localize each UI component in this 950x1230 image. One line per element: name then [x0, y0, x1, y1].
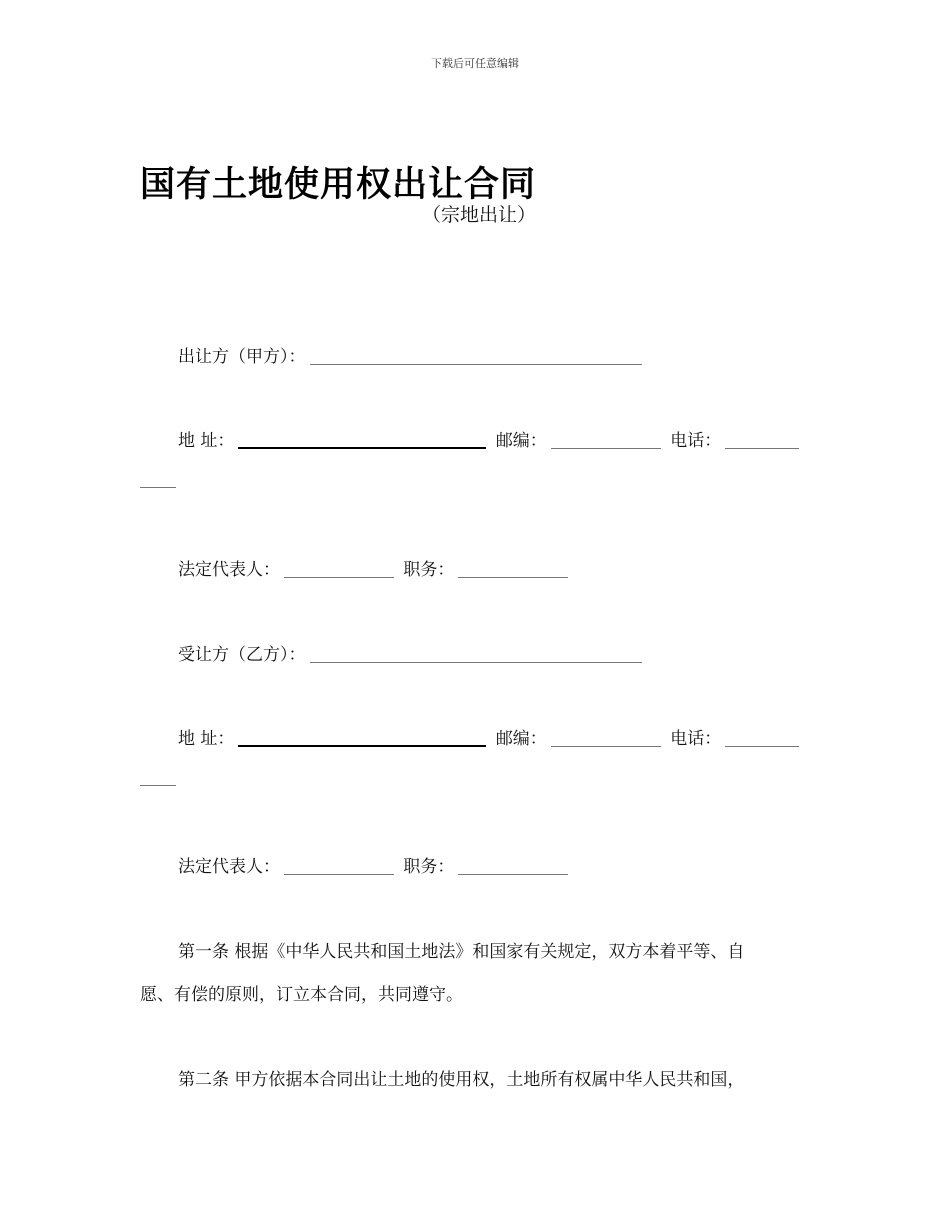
- address-a-row: [178, 426, 799, 451]
- phone-a-blank[interactable]: [725, 432, 799, 449]
- party-b-row: [178, 640, 646, 665]
- position-a-label: 职务：: [403, 560, 455, 580]
- legal-rep-a-row: [178, 555, 572, 580]
- postcode-b-label: 邮编：: [495, 729, 547, 749]
- party-a-blank[interactable]: [310, 348, 642, 365]
- legal-rep-b-blank[interactable]: [284, 858, 394, 875]
- phone-b-continuation: [140, 768, 180, 788]
- header-note: 下载后可任意编辑: [431, 57, 519, 70]
- legal-rep-a-blank[interactable]: [284, 561, 394, 578]
- address-b-blank[interactable]: [238, 729, 486, 747]
- phone-a-blank-continued[interactable]: [140, 471, 176, 488]
- address-b-label: 地 址：: [178, 729, 235, 749]
- party-a-label: 出让方（甲方）：: [178, 347, 306, 367]
- position-b-blank[interactable]: [458, 858, 568, 875]
- document-title: 国有土地使用权出让合同: [140, 165, 537, 205]
- position-b-label: 职务：: [403, 857, 455, 877]
- article-1-first-line: 第一条 根据《中华人民共和国土地法》和国家有关规定，双方本着平等、自: [178, 942, 745, 962]
- party-b-label: 受让方（乙方）：: [178, 645, 306, 665]
- phone-a-continuation: [140, 470, 180, 490]
- article-1-second-line: 愿、有偿的原则，订立本合同，共同遵守。: [140, 985, 463, 1005]
- address-a-label: 地 址：: [178, 431, 235, 451]
- postcode-a-label: 邮编：: [495, 431, 547, 451]
- postcode-a-blank[interactable]: [551, 432, 661, 449]
- party-a-row: [178, 342, 646, 367]
- article-2-first-line: 第二条 甲方依据本合同出让土地的使用权，土地所有权属中华人民共和国，: [178, 1070, 745, 1090]
- legal-rep-b-label: 法定代表人：: [178, 857, 280, 877]
- address-a-blank[interactable]: [238, 431, 486, 449]
- phone-a-label: 电话：: [670, 431, 722, 451]
- legal-rep-b-row: [178, 852, 572, 877]
- legal-rep-a-label: 法定代表人：: [178, 560, 280, 580]
- document-subtitle: （宗地出让）: [422, 204, 537, 226]
- phone-b-blank-continued[interactable]: [140, 769, 176, 786]
- phone-b-blank[interactable]: [725, 730, 799, 747]
- address-b-row: [178, 724, 799, 749]
- party-b-blank[interactable]: [310, 646, 642, 663]
- phone-b-label: 电话：: [670, 729, 722, 749]
- postcode-b-blank[interactable]: [551, 730, 661, 747]
- position-a-blank[interactable]: [458, 561, 568, 578]
